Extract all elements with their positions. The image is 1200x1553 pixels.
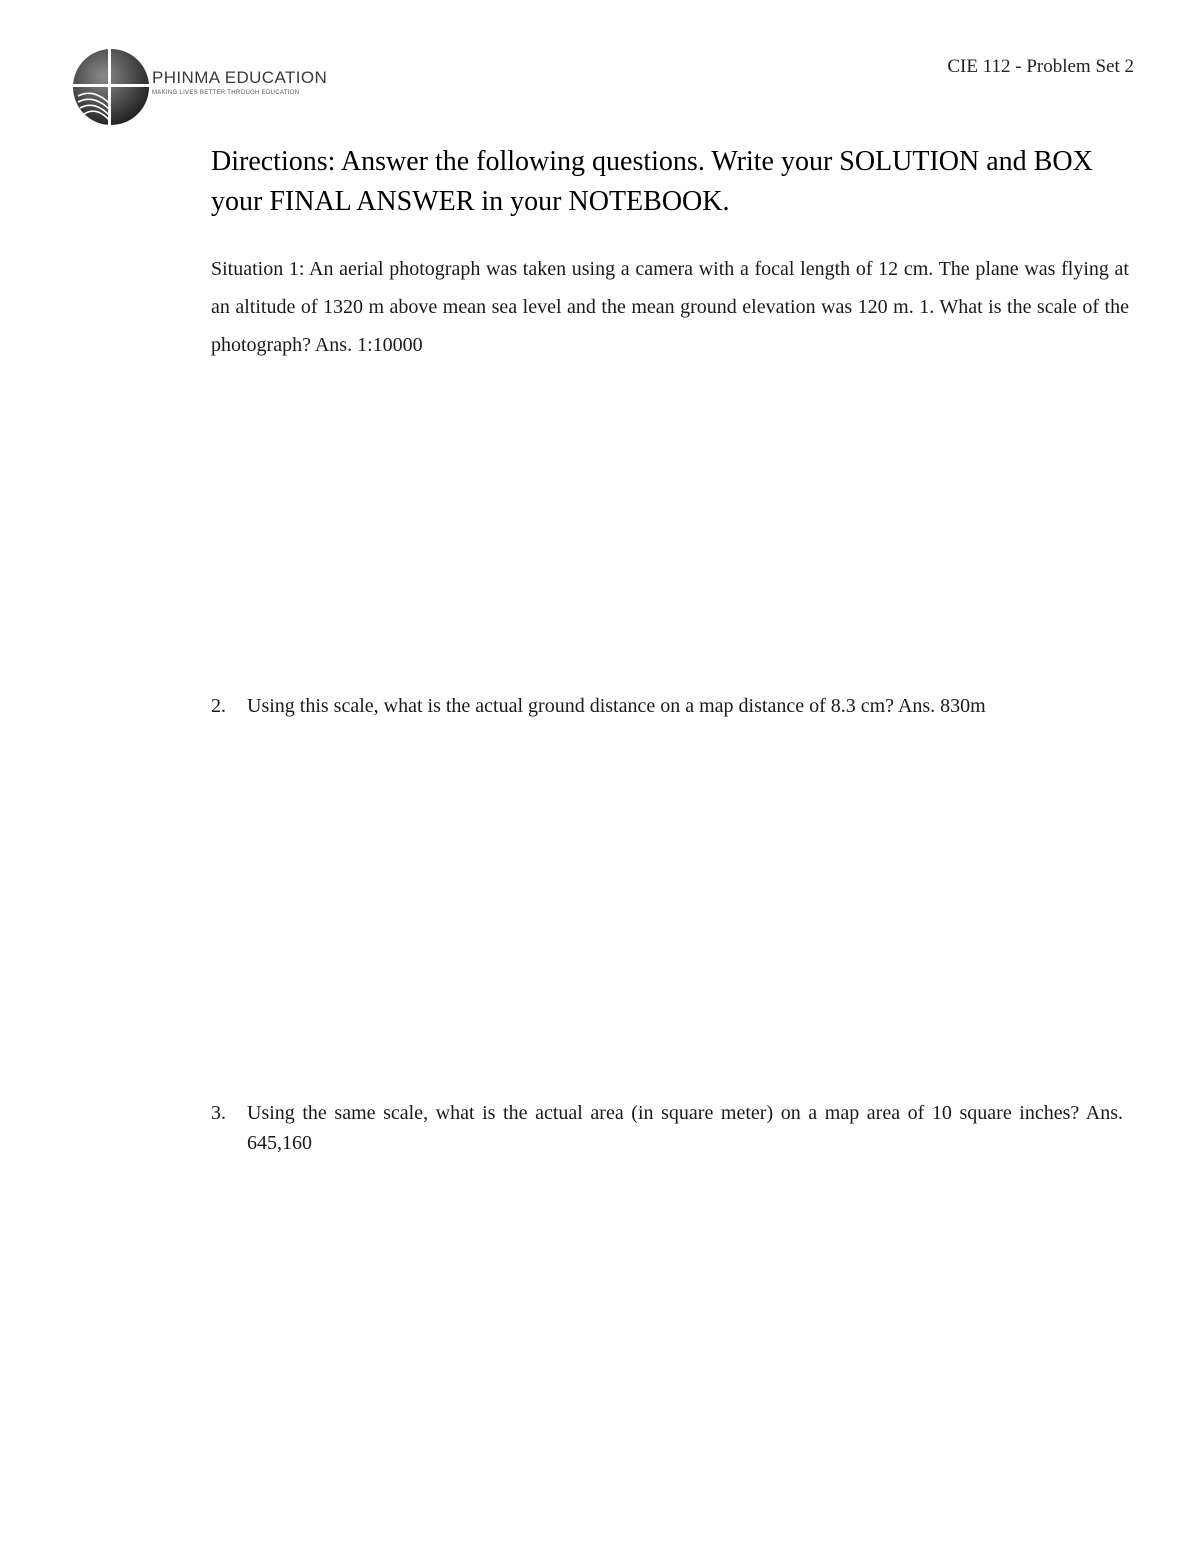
question-text: Using this scale, what is the actual ground distance on a map distance of 8.3 cm? Ans. 830m <box>247 695 986 717</box>
question-2 <box>211 692 1123 720</box>
question-text: Using the same scale, what is the actual area (in square meter) on a map area of 10 square inches? Ans. 645,160 <box>247 1102 1123 1154</box>
logo-tagline: MAKING LIVES BETTER THROUGH EDUCATION <box>152 90 300 96</box>
phinma-logo <box>70 46 330 128</box>
situation-1-paragraph: Situation 1: An aerial photograph was taken using a camera with a focal length of 12 cm. The plane was flying at an altitude of 1320 m above mean sea level and the mean ground elevation was 120 m. 1. What is the scale of the photograph? Ans. 1:10000 <box>211 258 1129 356</box>
phinma-globe-icon <box>70 46 152 128</box>
question-number: 3. <box>211 1102 226 1124</box>
logo-wordmark: PHINMA EDUCATION <box>152 68 328 87</box>
question-3 <box>211 1098 1123 1158</box>
question-number: 2. <box>211 695 226 717</box>
document-title: CIE 112 - Problem Set 2 <box>947 56 1134 77</box>
directions-heading: Directions: Answer the following questions. Write your SOLUTION and BOX your FINAL ANSWER in your NOTEBOOK. <box>211 146 1093 217</box>
